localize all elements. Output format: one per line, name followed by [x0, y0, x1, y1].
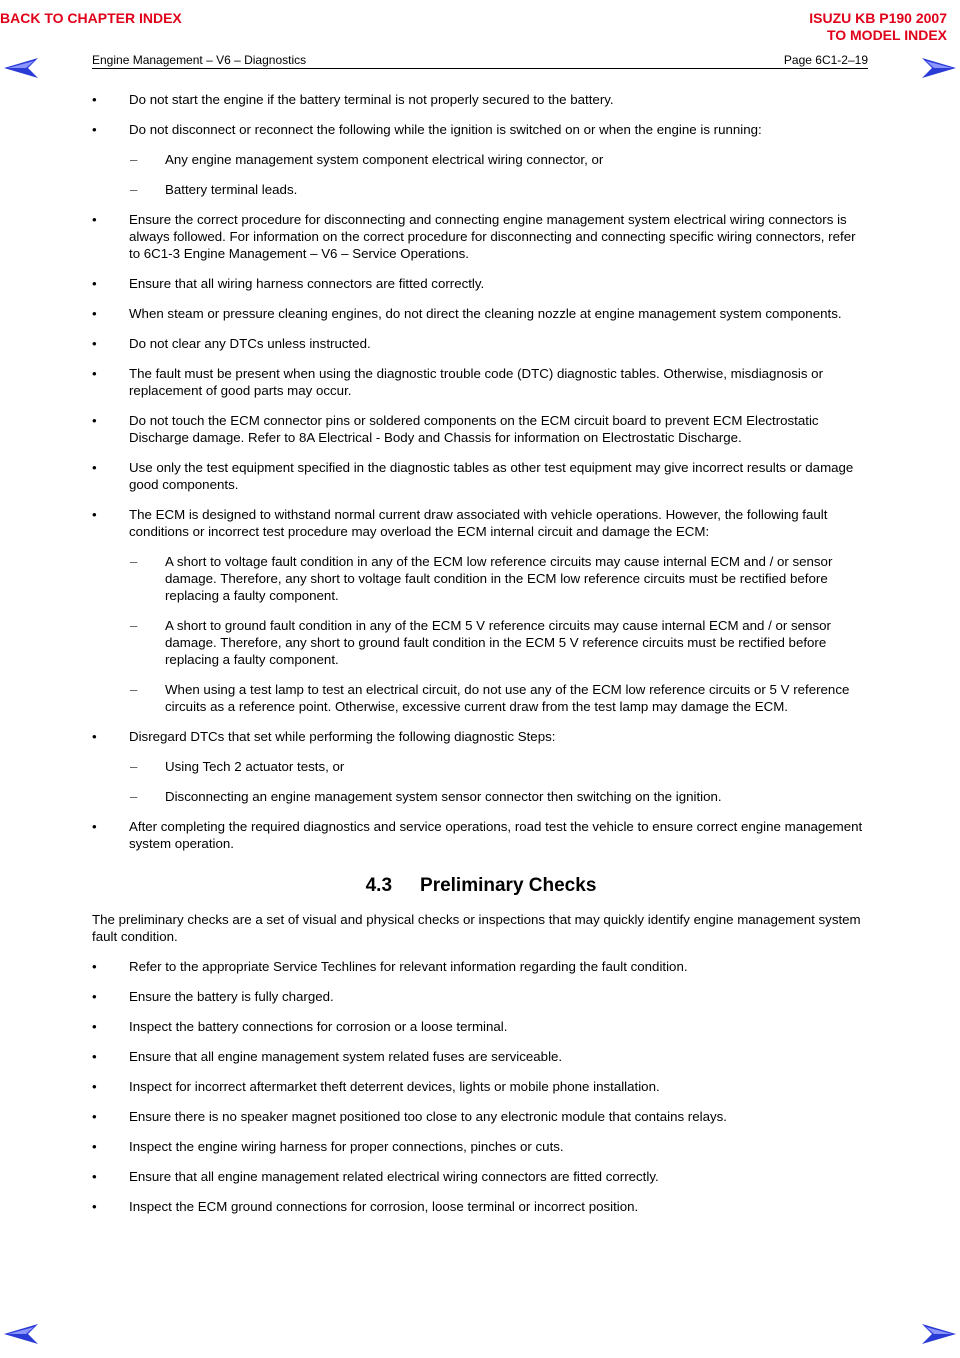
bullet-icon: •: [92, 959, 97, 974]
next-page-arrow-icon[interactable]: [922, 1324, 956, 1344]
list-item: • The ECM is designed to withstand normal current draw associated with vehicle operations. However, the following fault conditions or incorrect test procedure may overload the ECM internal circuit and damage the ECM:: [92, 507, 828, 539]
list-item: • Refer to the appropriate Service Techlines for relevant information regarding the fault condition.: [92, 959, 688, 974]
list-item: • Ensure that all engine management system related fuses are serviceable.: [92, 1049, 563, 1064]
sub-list-item: – Any engine management system component electrical wiring connector, or: [130, 152, 604, 167]
section-number: 4.3: [365, 875, 393, 896]
list-item: • Ensure that all engine management related electrical wiring connectors are fitted correctly.: [92, 1169, 659, 1184]
list-item: • Inspect the battery connections for corrosion or a loose terminal.: [92, 1019, 508, 1034]
list-item: • Ensure the battery is fully charged.: [92, 989, 334, 1004]
running-header-page: Page 6C1-2–19: [783, 53, 868, 67]
dash-icon: –: [130, 789, 138, 804]
sub-list-item: – A short to voltage fault condition in any of the ECM low reference circuits may cause internal ECM and / or sensor damage. Therefore, any short to voltage fault condition in the ECM low reference circuits must be rectified before replacing a faulty component.: [130, 554, 833, 603]
bullet-icon: •: [92, 1019, 97, 1034]
dash-icon: –: [130, 759, 138, 774]
list-item: • Do not disconnect or reconnect the following while the ignition is switched on or when the engine is running:: [92, 122, 762, 137]
header-divider: [92, 68, 868, 69]
sub-list-item: – Battery terminal leads.: [130, 182, 298, 197]
sub-list-item: – Using Tech 2 actuator tests, or: [130, 759, 345, 774]
list-item: • Inspect for incorrect aftermarket theft deterrent devices, lights or mobile phone installation.: [92, 1079, 660, 1094]
list-item: • Ensure there is no speaker magnet positioned too close to any electronic module that contains relays.: [92, 1109, 727, 1124]
bullet-icon: •: [92, 306, 97, 321]
list-item: • Inspect the engine wiring harness for proper connections, pinches or cuts.: [92, 1139, 564, 1154]
bullet-icon: •: [92, 1049, 97, 1064]
bullet-icon: •: [92, 460, 97, 475]
prev-page-arrow-icon[interactable]: [4, 58, 38, 78]
list-item: • The fault must be present when using the diagnostic trouble code (DTC) diagnostic tables. Otherwise, misdiagnosis or replacement of good parts may occur.: [92, 366, 824, 398]
list-item: • Use only the test equipment specified in the diagnostic tables as other test equipment may give incorrect results or damage good components.: [92, 460, 854, 492]
list-item: • Disregard DTCs that set while performing the following diagnostic Steps:: [92, 729, 556, 744]
model-title-link[interactable]: ISUZU KB P190 2007: [809, 10, 947, 26]
page-body: [92, 91, 870, 1228]
bullet-icon: •: [92, 212, 97, 227]
back-to-chapter-index-link[interactable]: BACK TO CHAPTER INDEX: [0, 10, 182, 26]
bullet-icon: •: [92, 1109, 97, 1124]
list-item: • Ensure that all wiring harness connectors are fitted correctly.: [92, 276, 485, 291]
bullet-icon: •: [92, 366, 97, 381]
dash-icon: –: [130, 682, 138, 697]
bullet-icon: •: [92, 729, 97, 744]
bullet-icon: •: [92, 92, 97, 107]
bullet-icon: •: [92, 989, 97, 1004]
bullet-icon: •: [92, 413, 97, 428]
list-item: • Do not start the engine if the battery terminal is not properly secured to the battery.: [92, 92, 614, 107]
sub-list-item: – Disconnecting an engine management system sensor connector then switching on the ignition.: [130, 789, 722, 804]
list-item: • Do not clear any DTCs unless instructed.: [92, 336, 371, 351]
to-model-index-link[interactable]: TO MODEL INDEX: [826, 27, 947, 43]
list-item: • Do not touch the ECM connector pins or soldered components on the ECM circuit board to prevent ECM Electrostatic Discharge damage. Refer to 8A Electrical - Body and Chassis for information on Electrostatic Discharge.: [92, 413, 819, 445]
bullet-icon: •: [92, 276, 97, 291]
bullet-icon: •: [92, 1079, 97, 1094]
dash-icon: –: [130, 554, 138, 569]
dash-icon: –: [130, 152, 138, 167]
bullet-icon: •: [92, 1199, 97, 1214]
dash-icon: –: [130, 618, 138, 633]
list-item: • After completing the required diagnostics and service operations, road test the vehicle to ensure correct engine management system operation.: [92, 819, 863, 851]
list-item: • Inspect the ECM ground connections for corrosion, loose terminal or incorrect position.: [92, 1199, 639, 1214]
bullet-icon: •: [92, 1139, 97, 1154]
next-page-arrow-icon[interactable]: [922, 58, 956, 78]
bullet-icon: •: [92, 507, 97, 522]
bullet-icon: •: [92, 336, 97, 351]
prev-page-arrow-icon[interactable]: [4, 1324, 38, 1344]
bullet-icon: •: [92, 122, 97, 137]
bullet-icon: •: [92, 819, 97, 834]
running-header-title: Engine Management – V6 – Diagnostics: [92, 53, 307, 67]
sub-list-item: – When using a test lamp to test an electrical circuit, do not use any of the ECM low reference circuits or 5 V reference circuits as a reference point. Otherwise, excessive current draw from the test lamp may damage the ECM.: [130, 682, 850, 714]
section-heading: [92, 875, 870, 897]
list-item: • When steam or pressure cleaning engines, do not direct the cleaning nozzle at engine management system components.: [92, 306, 842, 321]
list-item: • Ensure the correct procedure for disconnecting and connecting engine management system electrical wiring connectors is always followed. For information on the correct procedure for disconnecting and connecting specific wiring connectors, refer to 6C1-3 Engine Management – V6 – Service Operations.: [92, 212, 856, 261]
bullet-icon: •: [92, 1169, 97, 1184]
sub-list-item: – A short to ground fault condition in any of the ECM 5 V reference circuits may cause internal ECM and / or sensor damage. Therefore, any short to ground fault condition in the ECM 5 V reference circuits must be rectified before replacing a faulty component.: [130, 618, 831, 667]
model-nav: [809, 10, 947, 44]
section-title: Preliminary Checks: [420, 875, 597, 896]
section-intro: The preliminary checks are a set of visual and physical checks or inspections that may quickly identify engine management system fault condition.: [92, 912, 861, 944]
dash-icon: –: [130, 182, 138, 197]
